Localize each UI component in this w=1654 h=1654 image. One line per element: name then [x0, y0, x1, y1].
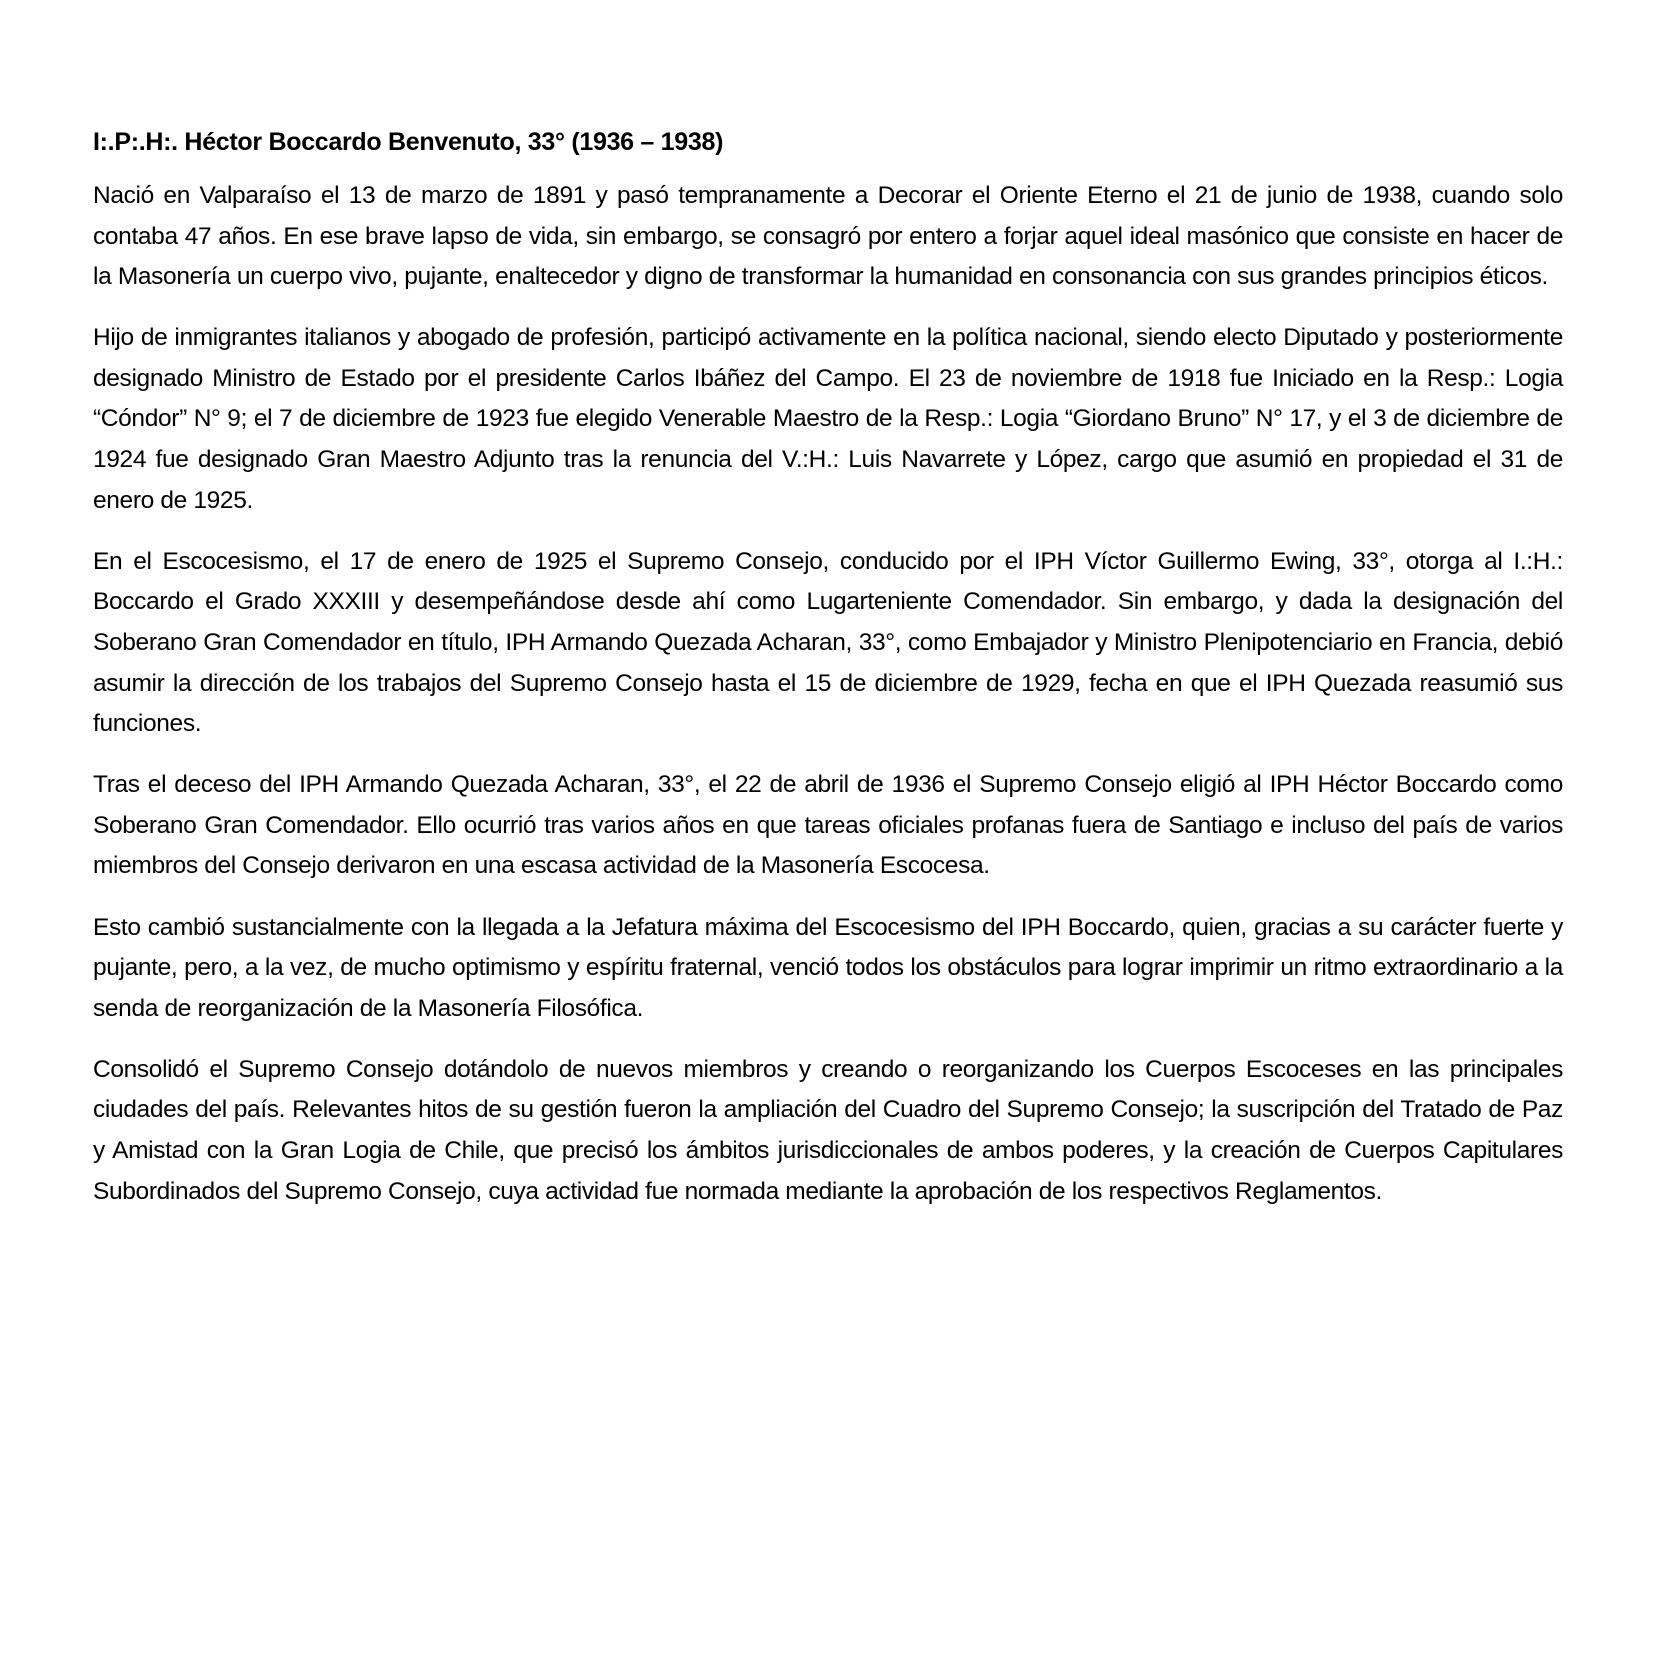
paragraph-election: Tras el deceso del IPH Armando Quezada Acharan, 33°, el 22 de abril de 1936 el Supremo Consejo eligió al IPH Héctor Boccardo como Soberano Gran Comendador. Ello ocurrió tras varios años en que tareas oficiales profanas fuera de Santiago e incluso del país de varios miembros del Consejo derivaron en una escasa actividad de la Masonería Escocesa.	[93, 771, 1563, 880]
document-page	[93, 122, 1563, 1233]
paragraph-reorganization: Esto cambió sustancialmente con la llegada a la Jefatura máxima del Escocesismo del IPH Boccardo, quien, gracias a su carácter fuerte y pujante, pero, a la vez, de mucho optimismo y espíritu fraternal, venció todos los obstáculos para lograr imprimir un ritmo extraordinario a la senda de reorganización de la Masonería Filosófica.	[93, 913, 1563, 1022]
document-title: I:.P:.H:. Héctor Boccardo Benvenuto, 33° (1936 – 1938)	[93, 128, 724, 156]
paragraph-political-career: Hijo de inmigrantes italianos y abogado de profesión, participó activamente en la política nacional, siendo electo Diputado y posteriormente designado Ministro de Estado por el presidente Carlos Ibáñez del Campo. El 23 de noviembre de 1918 fue Iniciado en la Resp.: Logia “Cóndor” N° 9; el 7 de diciembre de 1923 fue elegido Venerable Maestro de la Resp.: Logia “Giordano Bruno” N° 17, y el 3 de diciembre de 1924 fue designado Gran Maestro Adjunto tras la renuncia del V.:H.: Luis Navarrete y López, cargo que asumió en propiedad el 31 de enero de 1925.	[93, 324, 1563, 514]
paragraph-birth-death: Nació en Valparaíso el 13 de marzo de 1891 y pasó tempranamente a Decorar el Oriente Eterno el 21 de junio de 1938, cuando solo contaba 47 años. En ese brave lapso de vida, sin embargo, se consagró por entero a forjar aquel ideal masónico que consiste en hacer de la Masonería un cuerpo vivo, pujante, enaltecedor y digno de transformar la humanidad en consonancia con sus grandes principios éticos.	[93, 182, 1563, 291]
paragraph-achievements: Consolidó el Supremo Consejo dotándolo de nuevos miembros y creando o reorganizando los Cuerpos Escoceses en las principales ciudades del país. Relevantes hitos de su gestión fueron la ampliación del Cuadro del Supremo Consejo; la suscripción del Tratado de Paz y Amistad con la Gran Logia de Chile, que precisó los ámbitos jurisdiccionales de ambos poderes, y la creación de Cuerpos Capitulares Subordinados del Supremo Consejo, cuya actividad fue normada mediante la aprobación de los respectivos Reglamentos.	[93, 1055, 1563, 1205]
paragraph-scottish-rite: En el Escocesismo, el 17 de enero de 1925 el Supremo Consejo, conducido por el IPH Víctor Guillermo Ewing, 33°, otorga al I.:H.: Boccardo el Grado XXXIII y desempeñándose desde ahí como Lugarteniente Comendador. Sin embargo, y dada la designación del Soberano Gran Comendador en título, IPH Armando Quezada Acharan, 33°, como Embajador y Ministro Plenipotenciario en Francia, debió asumir la dirección de los trabajos del Supremo Consejo hasta el 15 de diciembre de 1929, fecha en que el IPH Quezada reasumió sus funciones.	[93, 547, 1563, 738]
